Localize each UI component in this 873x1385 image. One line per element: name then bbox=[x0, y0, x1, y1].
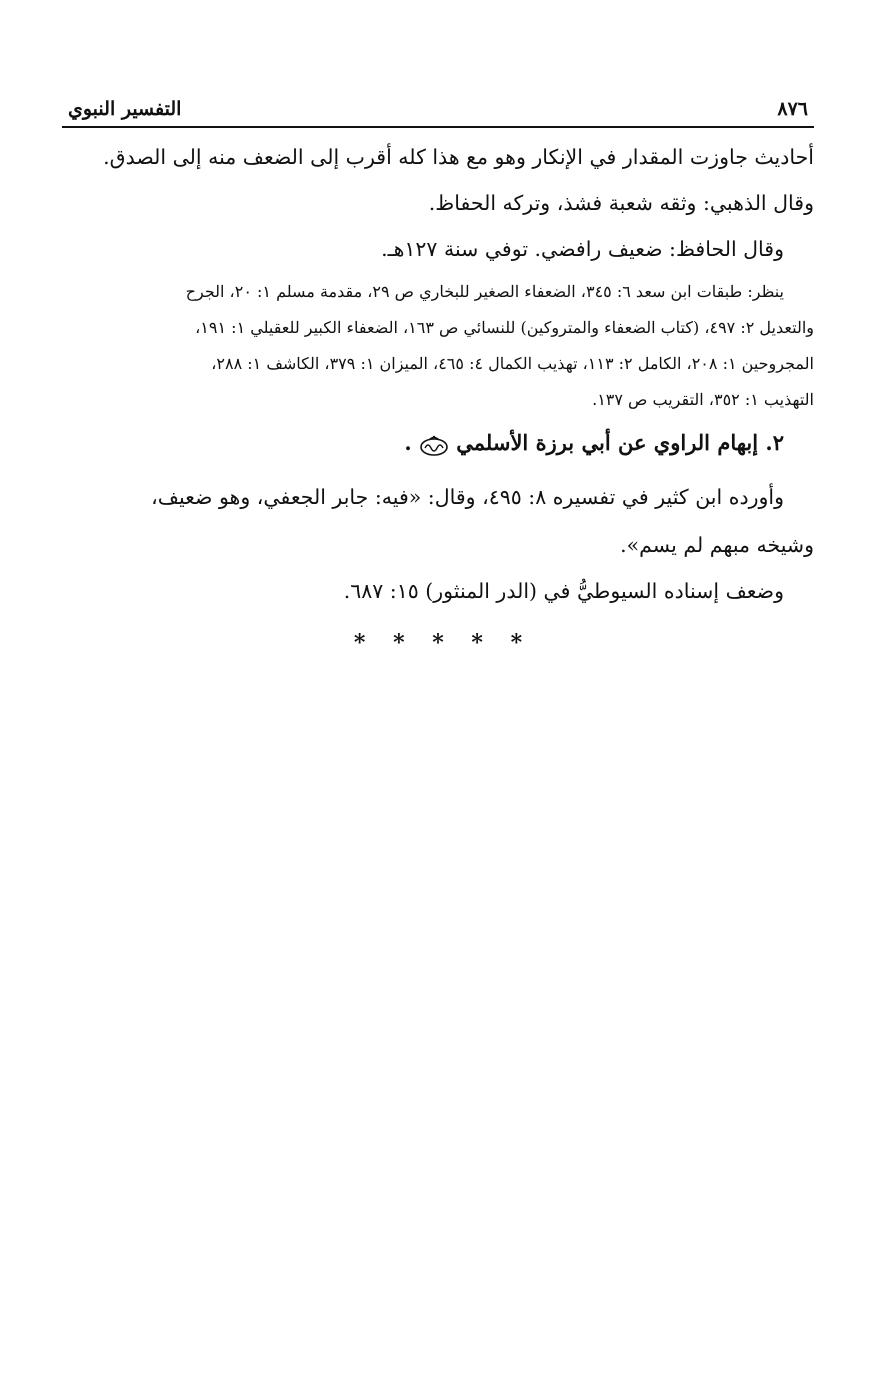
paragraph-ibn-kathir bbox=[62, 482, 814, 560]
reference-line: والتعديل ٢: ٤٩٧، (كتاب الضعفاء والمتروكين) للنسائي ص ١٦٣، الضعفاء الكبير للعقيلي ١: ١٩١، bbox=[195, 318, 814, 337]
book-title: التفسير النبوي bbox=[68, 98, 182, 120]
reference-line: ينظر: طبقات ابن سعد ٦: ٣٤٥، الضعفاء الصغير للبخاري ص ٢٩، مقدمة مسلم ١: ٢٠، الجرح bbox=[185, 282, 784, 301]
paragraph-suyuti: وضعف إسناده السيوطيُّ في (الدر المنثور) ١٥: ٦٨٧. bbox=[343, 579, 784, 603]
paragraph-dhahabi: وقال الذهبي: وثقه شعبة فشذ، وتركه الحفاظ. bbox=[428, 191, 814, 215]
section-separator: * * * * * bbox=[353, 630, 533, 656]
section-heading-end: . bbox=[404, 430, 412, 455]
paragraph-line: وأورده ابن كثير في تفسيره ٨: ٤٩٥، وقال: «فيه: جابر الجعفي، وهو ضعيف، bbox=[151, 485, 784, 509]
page-number: ٨٧٦ bbox=[777, 98, 808, 120]
paragraph-line: وشيخه مبهم لم يسم». bbox=[620, 533, 814, 557]
reference-line: التهذيب ١: ٣٥٢، التقريب ص ١٣٧. bbox=[592, 390, 814, 409]
section-heading bbox=[62, 428, 814, 458]
book-page bbox=[62, 96, 814, 656]
radiallahu-anhu-ligature-icon bbox=[419, 434, 449, 456]
paragraph-continuation: أحاديث جاوزت المقدار في الإنكار وهو مع هذا كله أقرب إلى الضعف منه إلى الصدق. bbox=[103, 145, 814, 169]
running-head bbox=[62, 96, 814, 128]
references-block bbox=[62, 280, 814, 412]
reference-line: المجروحين ١: ٢٠٨، الكامل ٢: ١١٣، تهذيب الكمال ٤: ٤٦٥، الميزان ١: ٣٧٩، الكاشف ١: ٢٨٨، bbox=[211, 354, 814, 373]
section-heading-text: ٢. إبهام الراوي عن أبي برزة الأسلمي bbox=[456, 430, 784, 455]
paragraph-hafiz: وقال الحافظ: ضعيف رافضي. توفي سنة ١٢٧هـ. bbox=[381, 237, 784, 261]
body-text bbox=[62, 142, 814, 656]
